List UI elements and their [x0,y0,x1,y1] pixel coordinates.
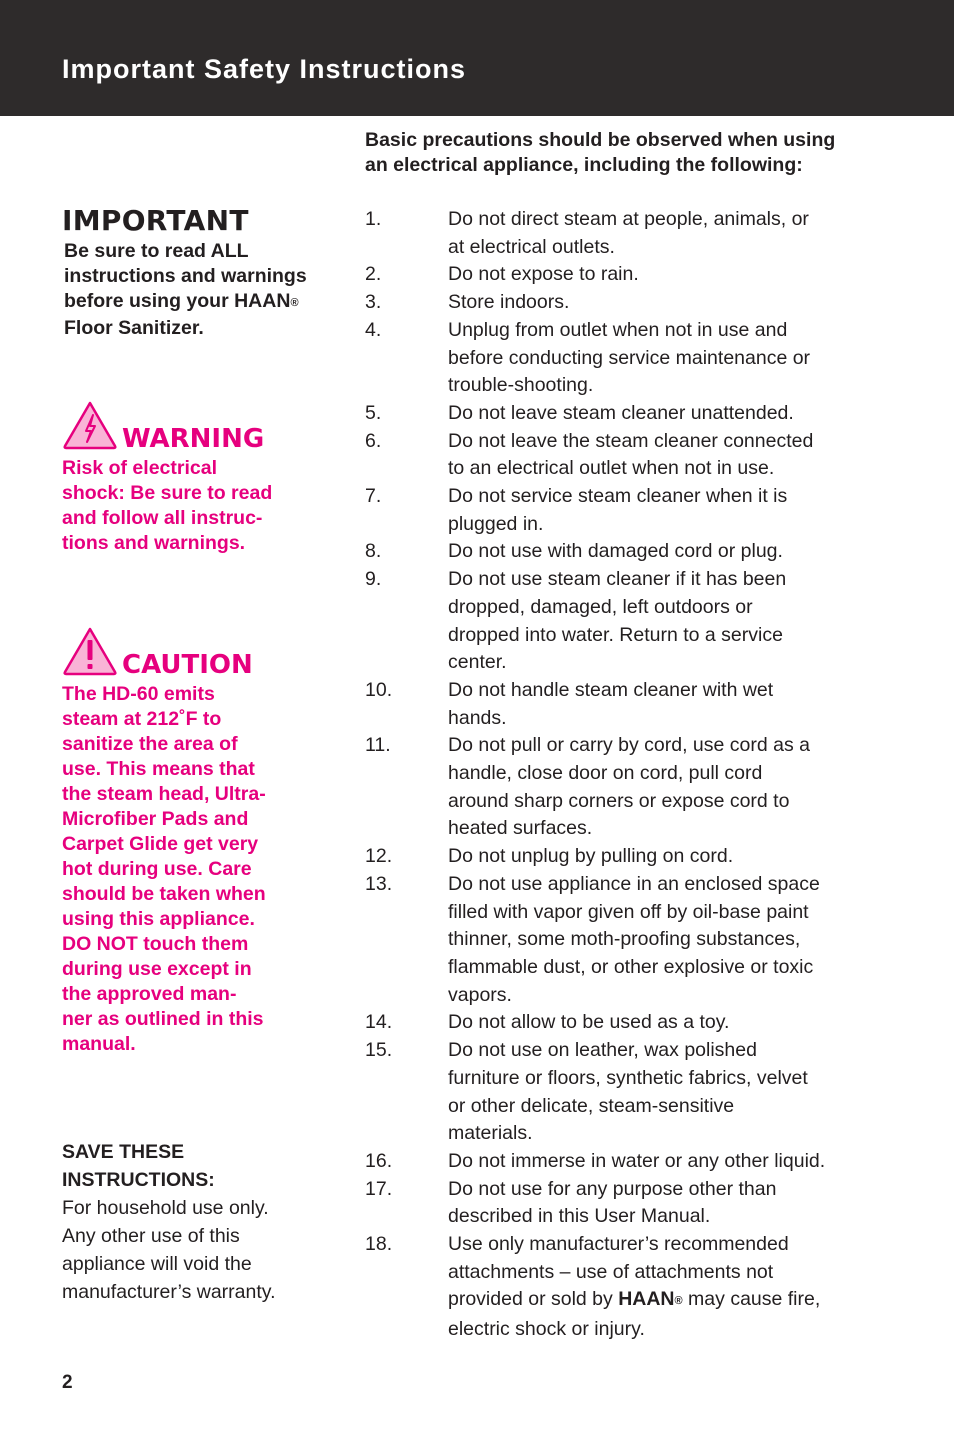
list-item-number: 14. [365,1011,393,1034]
caution-line: use. This means that [62,758,255,780]
list-item-line: handle, close door on cord, pull cord [448,762,763,785]
list-item-line: Do not leave the steam cleaner connected [448,429,814,452]
caution-line: DO NOT touch them [62,933,249,955]
lightning-bolt-warning-icon [62,400,118,450]
list-item [365,289,905,317]
warning-text [62,456,332,556]
list-item-line: Do not use on leather, wax polished [448,1039,757,1062]
registered-mark: ® [674,1295,683,1308]
caution-text [62,682,332,1057]
caution-line: The HD-60 emits [62,683,215,705]
list-item-line: Do not use with damaged cord or plug. [448,540,783,563]
list-item-line: Do not use appliance in an enclosed space [448,872,820,895]
list-item-line: trouble-shooting. [448,374,594,397]
list-item-line: heated surfaces. [448,817,593,840]
list-item-text [448,732,878,843]
list-item-line: Unplug from outlet when not in use and [448,318,788,341]
list-item-line: Do not direct steam at people, animals, or [448,208,809,230]
caution-line: during use except in [62,958,252,980]
list-item-line: filled with vapor given off by oil-base paint [448,900,809,923]
list-item-line: materials. [448,1122,533,1145]
brand-name: HAAN [618,1288,675,1311]
save-text [62,1194,332,1306]
list-item-line: vapors. [448,983,512,1006]
list-item-line: Do not handle steam cleaner with wet [448,678,774,701]
caution-line: Microfiber Pads and [62,808,249,830]
list-item-number: 1. [365,208,382,230]
page-title: Important Safety Instructions [62,54,467,84]
list-item-text [448,400,878,428]
list-item [365,317,905,400]
list-item-number: 10. [365,678,393,701]
list-item [365,1009,905,1037]
precautions-list [365,206,905,1231]
caution-line: should be taken when [62,883,266,905]
list-item [365,538,905,566]
list-item [365,206,905,261]
caution-line: the steam head, Ultra- [62,783,266,805]
list-item-number: 18. [365,1233,393,1256]
list-item [365,677,905,732]
list-item [365,1231,905,1344]
list-item-number: 7. [365,485,382,508]
list-item-number: 8. [365,540,382,563]
list-item-number: 11. [365,734,391,757]
list-item-line: attachments – use of attachments not [448,1260,774,1283]
save-instructions [62,1138,332,1306]
list-item-line: or other delicate, steam-sensitive [448,1094,735,1117]
list-item-number: 3. [365,291,382,314]
important-text-main: Be sure to read ALL instructions and warnings before using your HAAN [64,240,307,312]
list-item-text [448,317,878,400]
list-item-line: at electrical outlets. [448,235,615,258]
important-text-end: Floor Sanitizer. [64,317,204,339]
list-item [365,428,905,483]
warning-label: WARNING [122,424,265,454]
list-item-line: Do not use for any purpose other than [448,1177,777,1200]
list-item-line: dropped into water. Return to a service [448,623,783,646]
list-item-line: Store indoors. [448,291,570,314]
list-item [365,566,905,677]
list-item [365,1148,905,1176]
list-item-line: electric shock or injury. [448,1318,645,1341]
page-header [0,0,954,116]
important-heading: IMPORTANT [62,204,249,237]
list-item [365,261,905,289]
caution-line: manual. [62,1033,136,1055]
list-item-text [448,871,878,1010]
list-item [365,1037,905,1148]
caution-notice [62,626,332,1057]
important-notice [62,205,332,341]
warning-line: and follow all instruc- [62,507,263,529]
caution-line: sanitize the area of [62,733,238,755]
warning-line: tions and warnings. [62,532,246,554]
list-item-line-start: provided or sold by [448,1288,619,1311]
warning-line: shock: Be sure to read [62,482,273,504]
list-item [365,1176,905,1231]
caution-line: the approved man- [62,983,237,1005]
list-item-text [448,1231,878,1344]
list-item-line: plugged in. [448,512,544,535]
list-item-text [448,483,878,538]
list-item-text [448,1176,878,1231]
list-item-line: dropped, damaged, left outdoors or [448,595,753,618]
warning-notice [62,400,332,556]
list-item-line: furniture or floors, synthetic fabrics, velvet [448,1066,808,1089]
list-item-line: Do not use steam cleaner if it has been [448,568,787,591]
precautions-intro [365,128,905,178]
list-item-text [448,677,878,732]
save-heading-line: INSTRUCTIONS: [62,1169,215,1191]
save-text-line: manufacturer’s warranty. [62,1281,276,1303]
list-item-text [448,1148,878,1176]
intro-line: an electrical appliance, including the following: [365,154,803,176]
list-item-line: Do not leave steam cleaner unattended. [448,401,794,424]
list-item-number: 13. [365,872,393,895]
list-item-line: center. [448,651,507,674]
save-text-line: For household use only. [62,1197,269,1219]
list-item-text [448,1009,878,1037]
caution-line: Carpet Glide get very [62,833,259,855]
list-item-line: Do not immerse in water or any other liquid. [448,1149,826,1172]
list-item-line: described in this User Manual. [448,1205,711,1228]
list-item-number: 9. [365,568,382,591]
save-text-line: Any other use of this [62,1225,240,1247]
list-item-line: Do not allow to be used as a toy. [448,1011,730,1034]
registered-mark: ® [290,297,299,309]
list-item [365,483,905,538]
list-item-number: 15. [365,1039,393,1062]
caution-line: ner as outlined in this [62,1008,264,1030]
caution-label: CAUTION [122,650,253,680]
list-item-line: before conducting service maintenance or [448,346,811,369]
list-item [365,732,905,843]
list-item [365,400,905,428]
list-item-number: 6. [365,429,382,452]
list-item-text [448,1037,878,1148]
caution-line: steam at 212˚F to [62,708,222,730]
list-item-text [448,428,878,483]
list-item-line [448,1286,878,1316]
list-item-number: 12. [365,845,393,868]
page-number: 2 [62,1372,73,1393]
precautions-section [365,128,905,1344]
list-item-line: hands. [448,706,507,729]
list-item-number: 4. [365,318,382,341]
caution-line: hot during use. Care [62,858,252,880]
exclamation-caution-icon [62,626,118,676]
list-item-line: Use only manufacturer’s recommended [448,1233,789,1256]
list-item-text [448,566,878,677]
list-item-line: thinner, some moth-proofing substances, [448,928,801,951]
list-item-text [448,261,878,289]
list-item-line: to an electrical outlet when not in use. [448,457,775,480]
list-item-line: Do not service steam cleaner when it is [448,485,788,508]
save-heading [62,1138,332,1194]
list-item-text [448,538,878,566]
list-item-line: around sharp corners or expose cord to [448,789,790,812]
list-item [365,871,905,1010]
warning-line: Risk of electrical [62,457,217,479]
list-item-number: 5. [365,401,382,424]
list-item-text [448,206,878,261]
list-item-line: Do not expose to rain. [448,263,639,286]
list-item-text [448,289,878,317]
caution-line: using this appliance. [62,908,255,930]
important-text [64,239,332,341]
list-item-line-end: may cause fire, [682,1288,821,1311]
list-item-line: Do not pull or carry by cord, use cord as a [448,734,810,757]
save-heading-line: SAVE THESE [62,1141,185,1163]
save-text-line: appliance will void the [62,1253,252,1275]
list-item [365,843,905,871]
list-item-line: Do not unplug by pulling on cord. [448,845,734,868]
list-item-text [448,843,878,871]
intro-line: Basic precautions should be observed when using [365,129,836,151]
list-item-number: 17. [365,1177,393,1200]
list-item-number: 16. [365,1149,393,1172]
list-item-number: 2. [365,263,382,286]
list-item-line: flammable dust, or other explosive or toxic [448,955,814,978]
